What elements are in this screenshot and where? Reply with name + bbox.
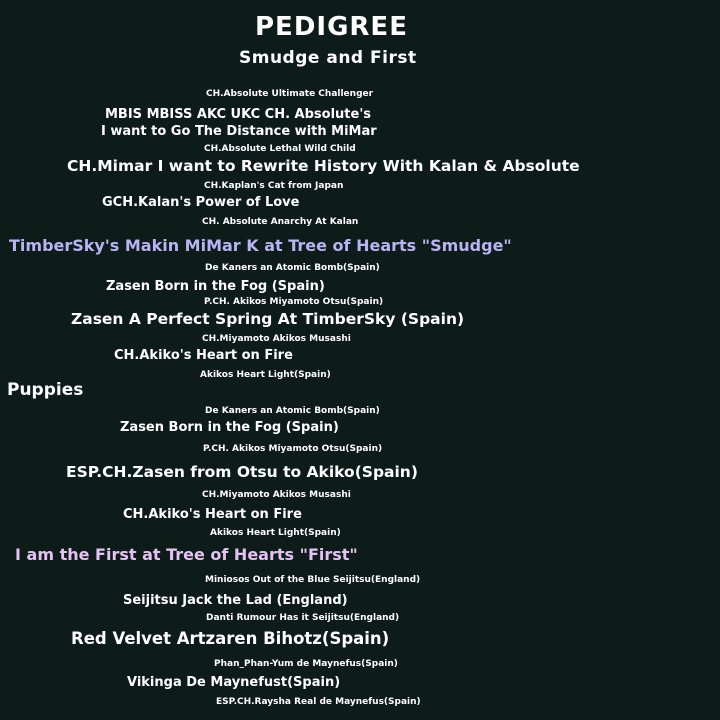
first-dam-dam-dam: ESP.CH.Raysha Real de Maynefus(Spain) <box>216 697 421 707</box>
page-subtitle: Smudge and First <box>239 48 417 68</box>
first-sire-sire-dam: P.CH. Akikos Miyamoto Otsu(Spain) <box>203 444 383 454</box>
smudge-name: TimberSky's Makin MiMar K at Tree of Hearts "Smudge" <box>9 236 512 255</box>
first-dam-sire-dam: Danti Rumour Has it Seijitsu(England) <box>206 613 400 623</box>
section-heading: Puppies <box>7 380 84 400</box>
smudge-sire: CH.Mimar I want to Rewrite History With Kalan & Absolute <box>67 157 580 175</box>
smudge-dam: Zasen A Perfect Spring At TimberSky (Spain) <box>71 310 465 328</box>
smudge-sire-sire-dam: CH.Absolute Lethal Wild Child <box>204 144 356 154</box>
first-dam-dam-sire: Phan_Phan-Yum de Maynefus(Spain) <box>214 659 398 669</box>
first-sire-dam: CH.Akiko's Heart on Fire <box>123 507 302 522</box>
smudge-dam-sire: Zasen Born in the Fog (Spain) <box>106 279 325 294</box>
first-sire: ESP.CH.Zasen from Otsu to Akiko(Spain) <box>66 463 418 481</box>
first-dam-sire-sire: Miniosos Out of the Blue Seijitsu(England) <box>205 575 421 585</box>
first-name: I am the First at Tree of Hearts "First" <box>15 545 358 564</box>
first-dam-sire: Seijitsu Jack the Lad (England) <box>123 593 348 608</box>
smudge-sire-dam-sire: CH.Kaplan's Cat from Japan <box>204 181 344 191</box>
smudge-sire-sire-line1: MBIS MBISS AKC UKC CH. Absolute's <box>105 107 372 122</box>
first-dam-dam: Vikinga De Maynefust(Spain) <box>127 675 341 690</box>
smudge-dam-dam-dam: Akikos Heart Light(Spain) <box>200 370 331 380</box>
smudge-sire-sire-line2: I want to Go The Distance with MiMar <box>101 124 377 139</box>
smudge-dam-sire-dam: P.CH. Akikos Miyamoto Otsu(Spain) <box>204 297 384 307</box>
first-sire-sire-sire: De Kaners an Atomic Bomb(Spain) <box>205 406 380 416</box>
first-sire-dam-sire: CH.Miyamoto Akikos Musashi <box>202 490 351 500</box>
smudge-dam-dam: CH.Akiko's Heart on Fire <box>114 348 293 363</box>
smudge-dam-sire-sire: De Kaners an Atomic Bomb(Spain) <box>205 263 380 273</box>
smudge-sire-dam: GCH.Kalan's Power of Love <box>102 195 300 210</box>
first-dam: Red Velvet Artzaren Bihotz(Spain) <box>71 629 390 648</box>
first-sire-dam-dam: Akikos Heart Light(Spain) <box>210 528 341 538</box>
smudge-sire-dam-dam: CH. Absolute Anarchy At Kalan <box>202 217 359 227</box>
page-title: PEDIGREE <box>255 12 408 42</box>
first-sire-sire: Zasen Born in the Fog (Spain) <box>120 420 339 435</box>
smudge-sire-sire-sire: CH.Absolute Ultimate Challenger <box>206 89 374 99</box>
smudge-dam-dam-sire: CH.Miyamoto Akikos Musashi <box>202 334 351 344</box>
